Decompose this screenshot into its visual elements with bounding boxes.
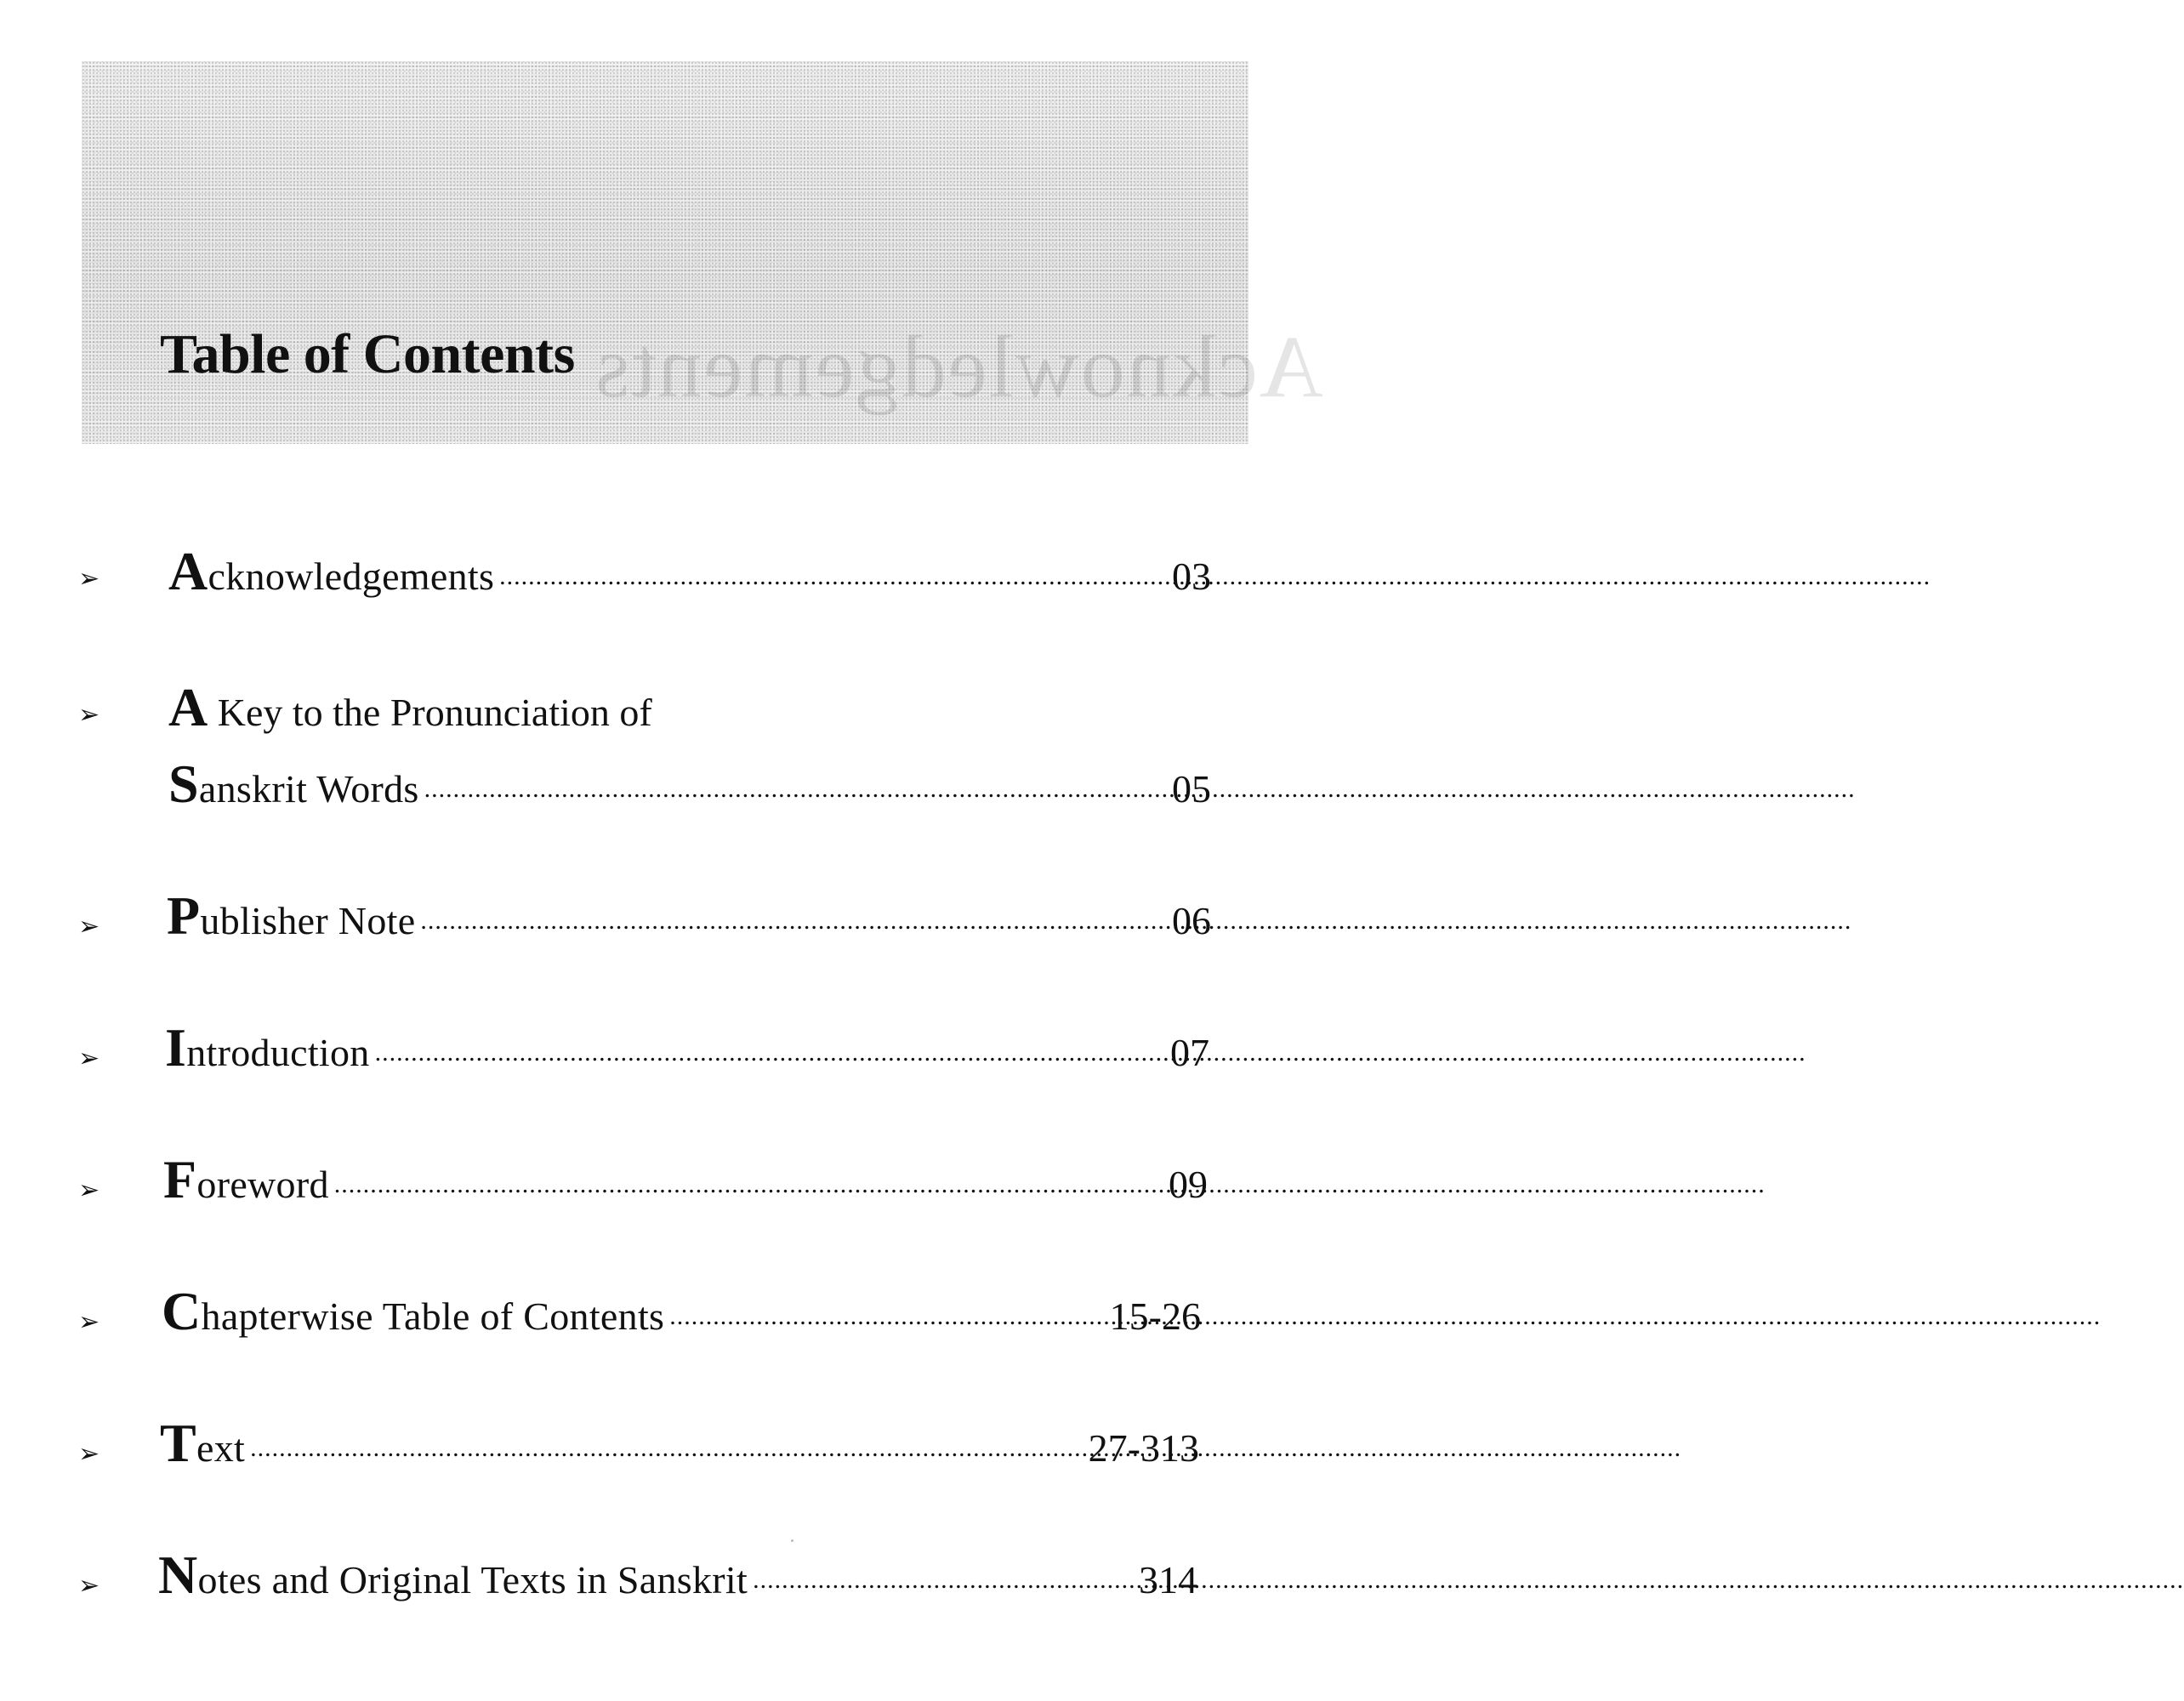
page-number: 15-26: [1109, 1294, 1201, 1338]
entry-text: ublisher Note: [200, 899, 416, 942]
drop-cap: A: [168, 541, 208, 601]
toc-entry-title: [163, 1149, 329, 1209]
entry-text: hapterwise Table of Contents: [201, 1294, 665, 1338]
dot-leader: [375, 1040, 1163, 1066]
toc-line: [163, 1149, 1208, 1209]
entry-text: Key to the Pronunciation of: [208, 691, 652, 734]
drop-cap: T: [160, 1413, 196, 1473]
entry-text: ntroduction: [186, 1031, 370, 1074]
banner-ghost-text: Acknowledgements: [593, 318, 1323, 416]
drop-cap: F: [163, 1149, 197, 1209]
dot-leader: [753, 1567, 1132, 1593]
dot-leader: [420, 908, 1165, 934]
toc-entry-title: [168, 754, 419, 814]
drop-cap: I: [165, 1017, 187, 1078]
toc-entry-title: [165, 1017, 370, 1078]
dot-leader: [424, 777, 1165, 802]
page-number: 03: [1172, 555, 1211, 598]
page-title: Table of Contents: [160, 323, 575, 385]
print-speck: [791, 1539, 793, 1542]
arrow-bullet-icon: ➢: [78, 1175, 100, 1205]
toc-line: [162, 1281, 1201, 1341]
arrow-bullet-icon: ➢: [78, 1044, 100, 1073]
toc-line: [168, 541, 1211, 601]
arrow-bullet-icon: ➢: [78, 1307, 100, 1337]
arrow-bullet-icon: ➢: [78, 1571, 100, 1601]
toc-line: [167, 885, 1211, 946]
page-number: 05: [1172, 767, 1211, 811]
drop-cap: N: [158, 1545, 198, 1605]
dot-leader: [499, 564, 1165, 589]
drop-cap: C: [162, 1281, 202, 1341]
toc-entry-title: [167, 885, 416, 946]
entry-text: cknowledgements: [208, 555, 495, 598]
toc-line: [168, 754, 1211, 814]
toc-entry-title: [168, 541, 495, 601]
arrow-bullet-icon: ➢: [78, 912, 100, 942]
toc-line: [165, 1017, 1209, 1078]
dot-leader: [250, 1436, 1082, 1461]
entry-text: ext: [196, 1426, 246, 1470]
entry-text: oreword: [196, 1163, 329, 1206]
arrow-bullet-icon: ➢: [78, 564, 100, 594]
toc-entry-title-line1: [168, 677, 652, 737]
page-number: 06: [1172, 899, 1211, 942]
drop-cap: A: [168, 677, 208, 737]
drop-cap: P: [167, 885, 201, 946]
toc-line: [158, 1545, 1197, 1605]
arrow-bullet-icon: ➢: [78, 1439, 100, 1469]
page-number: 27-313: [1088, 1426, 1199, 1470]
dot-leader: [334, 1172, 1162, 1198]
drop-cap: S: [168, 754, 199, 814]
arrow-bullet-icon: ➢: [78, 700, 100, 730]
toc-line: [160, 1413, 1199, 1473]
page-number: 09: [1169, 1163, 1208, 1206]
entry-text: otes and Original Texts in Sanskrit: [197, 1558, 748, 1601]
toc-entry-title: [158, 1545, 748, 1605]
entry-text: anskrit Words: [198, 767, 419, 811]
page-number: 07: [1170, 1031, 1209, 1074]
page-number: 314: [1139, 1558, 1197, 1601]
toc-entry-title: [160, 1413, 246, 1473]
toc-entry-title: [162, 1281, 665, 1341]
dot-leader: [669, 1304, 1102, 1329]
